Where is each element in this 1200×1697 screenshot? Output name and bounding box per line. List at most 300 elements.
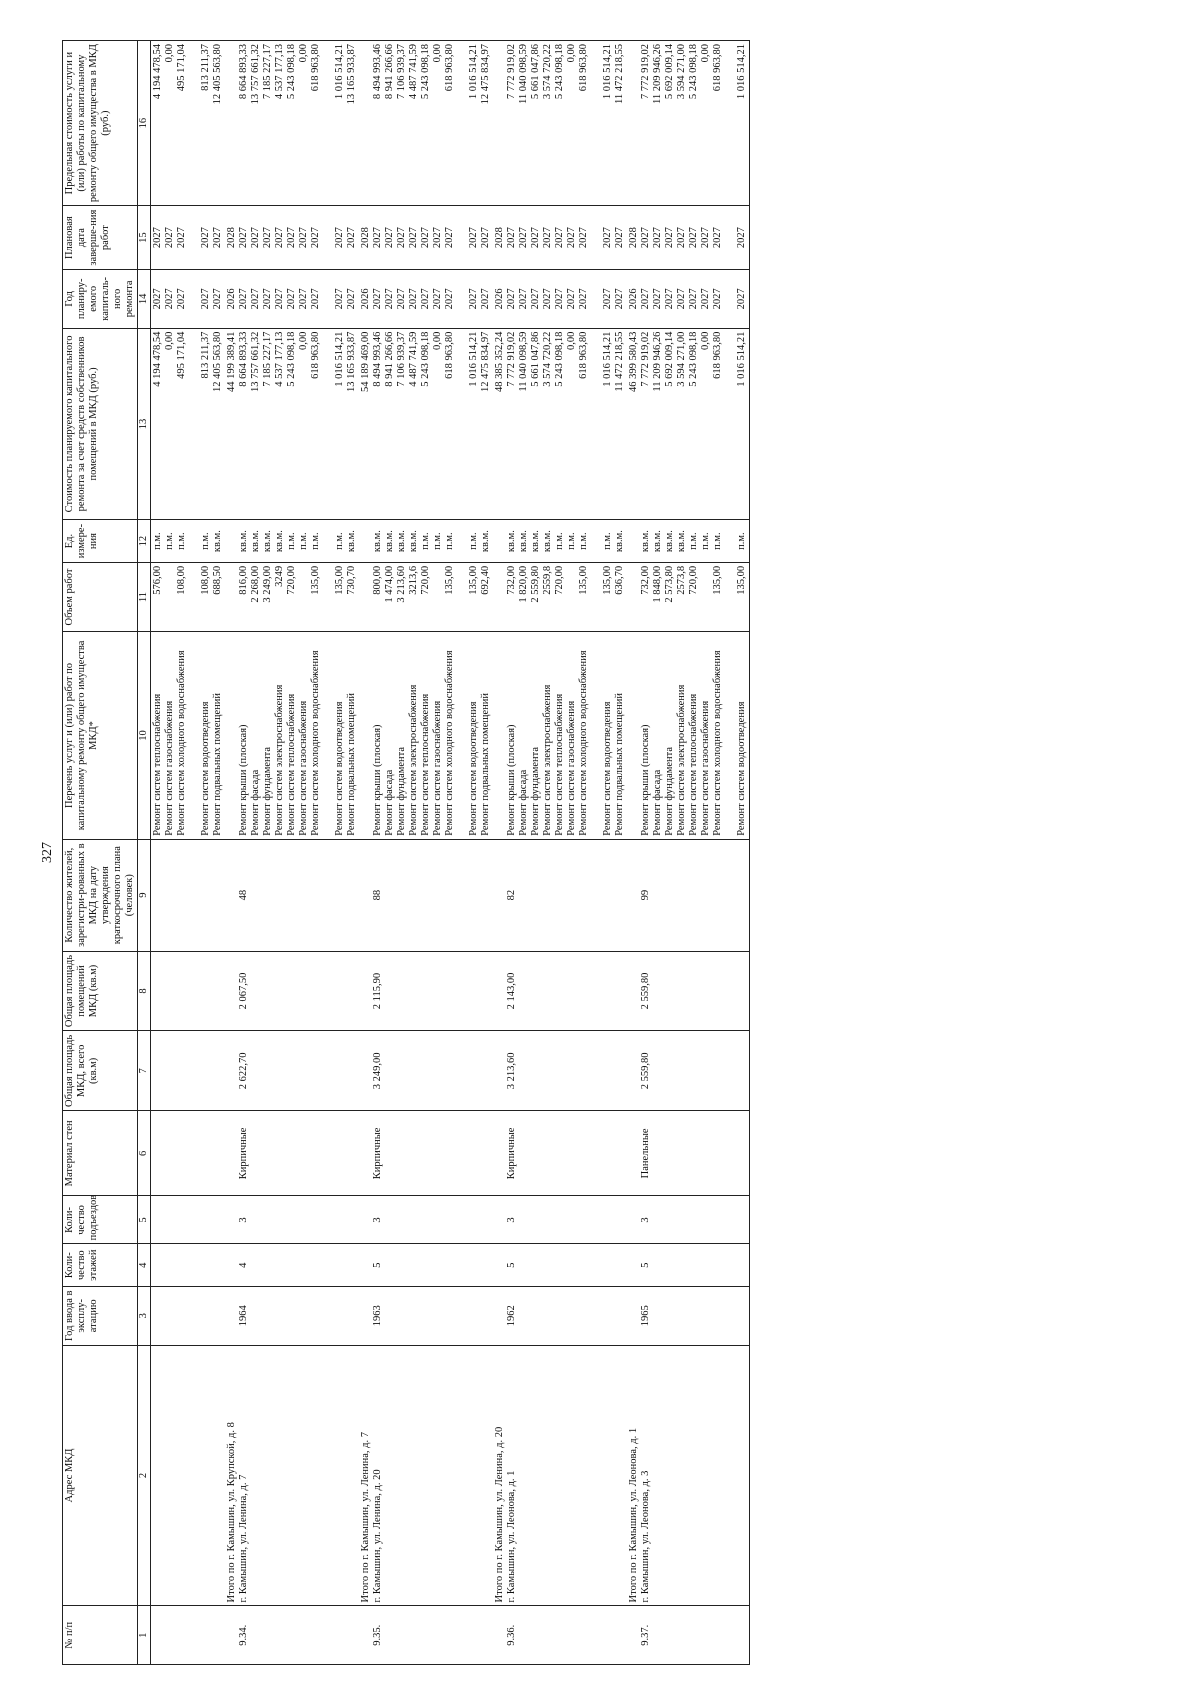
work-name: Ремонт систем электроснабжения xyxy=(542,684,553,836)
work-limit: 7 106 939,37 xyxy=(396,44,407,100)
attr-value: 5 xyxy=(640,1262,651,1268)
work-unit: п.м. xyxy=(736,532,747,550)
work-limit: 495 171,04 xyxy=(176,44,187,92)
total-label: Итого по г. Камышин, ул. Ленина, д. 7 xyxy=(360,1431,371,1603)
work-name: Ремонт фундамента xyxy=(262,746,273,836)
work-limit-cell xyxy=(359,41,493,206)
attr-value: 99 xyxy=(640,889,651,901)
work-volume: 1 820,00 xyxy=(518,565,529,603)
work-cost: 5 243 098,18 xyxy=(420,331,431,387)
spacer xyxy=(494,843,506,948)
work-year: 2027 xyxy=(530,288,541,310)
work-limit: 4 194 478,54 xyxy=(152,44,163,100)
total-date: 2028 xyxy=(360,227,371,249)
work-name: Ремонт крыши (плоская) xyxy=(238,724,249,836)
work-volume: 108,00 xyxy=(176,565,187,595)
work-volume xyxy=(164,566,176,628)
work-cost: 8 941 266,66 xyxy=(384,331,395,387)
total-cost: 48 385 352,24 xyxy=(494,331,505,392)
work-year: 2027 xyxy=(346,288,357,310)
work-volume: 3 213,60 xyxy=(396,565,407,603)
address-cell xyxy=(493,1345,627,1606)
spacer xyxy=(226,1290,238,1342)
work-date: 2027 xyxy=(310,227,321,249)
work-volume: 135,00 xyxy=(712,565,723,595)
address-cell xyxy=(359,1345,493,1606)
work-cost: 1 016 514,21 xyxy=(468,331,479,387)
spacer xyxy=(494,1290,506,1342)
work-date: 2027 xyxy=(554,227,565,249)
work-year-cell xyxy=(359,270,493,329)
work-year: 2027 xyxy=(384,288,395,310)
work-date: 2027 xyxy=(578,227,589,249)
work-date: 2027 xyxy=(212,227,223,249)
header-cell: Год ввода в эксплу-атацию xyxy=(63,1286,138,1345)
work-date: 2027 xyxy=(530,227,541,249)
column-number: 5 xyxy=(138,1196,151,1244)
total-limit xyxy=(628,44,640,202)
work-date: 2027 xyxy=(408,227,419,249)
total-limit xyxy=(360,44,372,202)
work-year: 2027 xyxy=(712,288,723,310)
work-volume: 688,50 xyxy=(212,565,223,595)
work-volume: 108,00 xyxy=(200,565,211,595)
work-cost: 618 963,80 xyxy=(310,331,321,379)
work-date: 2027 xyxy=(432,227,443,249)
table-header xyxy=(63,41,151,1665)
work-cost: 8 494 993,46 xyxy=(372,331,383,387)
work-year: 2027 xyxy=(652,288,663,310)
attr-value: 2 067,50 xyxy=(238,972,249,1010)
spacer xyxy=(226,1247,238,1283)
work-name-cell xyxy=(151,632,226,840)
work-volume: 692,40 xyxy=(480,565,491,595)
work-name: Ремонт систем теплоснабжения xyxy=(152,693,163,836)
attr-residents xyxy=(493,839,627,951)
work-date: 2027 xyxy=(346,227,357,249)
work-volume: 636,70 xyxy=(614,565,625,595)
work-year: 2027 xyxy=(334,288,345,310)
header-cell: Год планиру-емого капиталь-ного ремонта xyxy=(63,270,138,329)
attr-value xyxy=(152,843,164,948)
table-row xyxy=(627,41,750,1665)
work-limit: 3 574 720,22 xyxy=(542,44,553,100)
work-unit-cell xyxy=(493,520,627,563)
page-number: 327 xyxy=(40,842,55,863)
work-unit: п.м. xyxy=(334,532,345,550)
work-limit: 0,00 xyxy=(566,44,577,63)
work-date: 2027 xyxy=(614,227,625,249)
work-limit: 618 963,80 xyxy=(712,44,723,92)
work-name: Ремонт систем теплоснабжения xyxy=(420,693,431,836)
work-name: Ремонт фундамента xyxy=(396,746,407,836)
header-cell: Адрес МКД xyxy=(63,1345,138,1606)
work-limit: 11 040 098,59 xyxy=(518,44,529,104)
work-cost: 7 772 919,02 xyxy=(640,331,651,387)
attr-value: 82 xyxy=(506,889,517,901)
attr-floors xyxy=(225,1244,359,1287)
work-date: 2027 xyxy=(176,227,187,249)
work-name: Ремонт фасада xyxy=(652,769,663,836)
work-date-cell xyxy=(151,206,226,270)
work-date-cell xyxy=(627,206,750,270)
work-date: 2027 xyxy=(152,227,163,249)
header-cell: Общая площадь МКД, всего (кв.м) xyxy=(63,1031,138,1111)
work-name: Ремонт фасада xyxy=(250,769,261,836)
row-number-cell xyxy=(627,1606,750,1665)
spacer xyxy=(628,1290,640,1342)
work-name: Ремонт систем газоснабжения xyxy=(298,700,309,836)
work-limit: 7 772 919,02 xyxy=(640,44,651,100)
work-date: 2027 xyxy=(298,227,309,249)
column-number: 4 xyxy=(138,1244,151,1287)
work-year-cell xyxy=(225,270,359,329)
work-cost-cell xyxy=(151,328,226,520)
work-unit: п.м. xyxy=(164,532,175,550)
header-cell: Ед. измере-ния xyxy=(63,520,138,563)
column-number: 14 xyxy=(138,270,151,329)
work-volume: 1 848,00 xyxy=(652,565,663,603)
work-limit-cell xyxy=(225,41,359,206)
work-unit: п.м. xyxy=(602,532,613,550)
work-limit: 5 243 098,18 xyxy=(286,44,297,100)
spacer xyxy=(360,635,372,836)
work-date: 2027 xyxy=(334,227,345,249)
work-unit: п.м. xyxy=(712,532,723,550)
attr-wall xyxy=(225,1111,359,1196)
column-number: 3 xyxy=(138,1286,151,1345)
work-date: 2027 xyxy=(480,227,491,249)
work-unit: кв.м. xyxy=(676,530,687,553)
work-cost: 7 772 919,02 xyxy=(506,331,517,387)
work-year: 2027 xyxy=(298,288,309,310)
table-row xyxy=(493,41,627,1665)
attr-value: 3 249,00 xyxy=(372,1052,383,1090)
work-unit: кв.м. xyxy=(238,530,249,553)
attr-wall xyxy=(627,1111,750,1196)
spacer xyxy=(226,1199,238,1240)
work-unit: кв.м. xyxy=(408,530,419,553)
work-year: 2027 xyxy=(700,288,711,310)
work-year: 2027 xyxy=(238,288,249,310)
spacer xyxy=(628,566,640,628)
spacer xyxy=(360,1034,372,1107)
work-volume: 720,00 xyxy=(554,565,565,595)
work-year: 2027 xyxy=(274,288,285,310)
work-volume: 576,00 xyxy=(152,565,163,595)
work-volume: 135,00 xyxy=(334,565,345,595)
attr-value: 5 xyxy=(372,1262,383,1268)
work-limit: 618 963,80 xyxy=(310,44,321,92)
work-volume: 720,00 xyxy=(420,565,431,595)
work-unit: п.м. xyxy=(554,532,565,550)
attr-area-total xyxy=(627,1031,750,1111)
work-year: 2027 xyxy=(310,288,321,310)
work-name: Ремонт крыши (плоская) xyxy=(372,724,383,836)
work-limit: 1 016 514,21 xyxy=(736,44,747,100)
attr-value: 4 xyxy=(238,1262,249,1268)
work-year: 2027 xyxy=(518,288,529,310)
work-name: Ремонт систем холодного водоснабжения xyxy=(578,650,589,836)
attr-entrances xyxy=(493,1196,627,1244)
work-cost: 13 165 933,87 xyxy=(346,331,357,392)
work-volume xyxy=(700,566,712,628)
attr-area-rooms xyxy=(151,951,226,1031)
work-date: 2027 xyxy=(736,227,747,249)
attr-residents xyxy=(627,839,750,951)
total-limit xyxy=(226,44,238,202)
work-year: 2027 xyxy=(468,288,479,310)
column-number: 1 xyxy=(138,1606,151,1665)
work-name: Ремонт систем газоснабжения xyxy=(432,700,443,836)
total-year: 2026 xyxy=(226,288,237,310)
work-volume: 3213,6 xyxy=(408,565,419,595)
work-name: Ремонт систем теплоснабжения xyxy=(554,693,565,836)
work-cost: 5 692 009,14 xyxy=(664,331,675,387)
work-unit: п.м. xyxy=(176,532,187,550)
spacer xyxy=(628,1247,640,1283)
work-limit: 3 594 271,00 xyxy=(676,44,687,100)
work-date-cell xyxy=(225,206,359,270)
work-unit: кв.м. xyxy=(506,530,517,553)
spacer xyxy=(628,523,640,559)
work-year: 2027 xyxy=(506,288,517,310)
work-cost: 813 211,37 xyxy=(200,331,211,379)
work-date: 2027 xyxy=(518,227,529,249)
work-cost: 618 963,80 xyxy=(712,331,723,379)
column-number: 2 xyxy=(138,1345,151,1606)
column-number: 7 xyxy=(138,1031,151,1111)
attr-value: 3 xyxy=(372,1217,383,1223)
work-name: Ремонт систем теплоснабжения xyxy=(688,693,699,836)
work-name: Ремонт подвальных помещений xyxy=(346,693,357,836)
rotated-page xyxy=(38,40,1178,1665)
work-year-cell xyxy=(151,270,226,329)
work-volume-cell xyxy=(151,562,226,631)
work-volume xyxy=(432,566,444,628)
work-date: 2027 xyxy=(238,227,249,249)
work-date: 2027 xyxy=(676,227,687,249)
spacer xyxy=(628,635,640,836)
address: г. Камышин, ул. Леонова, д. 3 xyxy=(640,1470,651,1603)
spacer xyxy=(360,843,372,948)
work-year: 2027 xyxy=(542,288,553,310)
work-year: 2027 xyxy=(566,288,577,310)
spacer xyxy=(628,843,640,948)
work-unit: кв.м. xyxy=(614,530,625,553)
work-name: Ремонт систем холодного водоснабжения xyxy=(176,650,187,836)
attr-area-total xyxy=(359,1031,493,1111)
table-row xyxy=(359,41,493,1665)
work-year: 2027 xyxy=(602,288,613,310)
attr-year xyxy=(359,1286,493,1345)
work-date: 2027 xyxy=(664,227,675,249)
work-limit-cell xyxy=(627,41,750,206)
work-year: 2027 xyxy=(688,288,699,310)
attr-area-rooms xyxy=(627,951,750,1031)
work-date: 2027 xyxy=(688,227,699,249)
spacer xyxy=(360,1199,372,1240)
work-limit: 0,00 xyxy=(432,44,443,63)
work-date-cell xyxy=(359,206,493,270)
work-volume: 2 268,00 xyxy=(250,565,261,603)
attr-value: Панельные xyxy=(640,1128,651,1179)
work-limit: 11 472 218,55 xyxy=(614,44,625,104)
work-cost-cell xyxy=(627,328,750,520)
work-volume: 730,70 xyxy=(346,565,357,595)
work-unit: п.м. xyxy=(286,532,297,550)
work-volume: 816,00 xyxy=(238,565,249,595)
work-cost: 12 405 563,80 xyxy=(212,331,223,392)
attr-value: 1964 xyxy=(238,1305,249,1327)
header-cell: Количество жителей, зарегистри-рованных в МКД на дату утверждения краткосрочного плана (человек) xyxy=(63,839,138,951)
column-number: 10 xyxy=(138,632,151,840)
work-name: Ремонт систем водоотведения xyxy=(334,701,345,836)
attr-wall xyxy=(493,1111,627,1196)
work-date: 2027 xyxy=(542,227,553,249)
work-unit: п.м. xyxy=(432,532,443,550)
work-year: 2027 xyxy=(664,288,675,310)
work-cost: 3 574 720,22 xyxy=(542,331,553,387)
table-row xyxy=(225,41,359,1665)
spacer xyxy=(494,1609,506,1661)
work-unit: п.м. xyxy=(468,532,479,550)
work-year: 2027 xyxy=(640,288,651,310)
work-name: Ремонт фундамента xyxy=(530,746,541,836)
attr-area-total xyxy=(493,1031,627,1111)
attr-value: 2 115,90 xyxy=(372,972,383,1010)
work-limit: 1 016 514,21 xyxy=(468,44,479,100)
work-volume: 732,00 xyxy=(506,565,517,595)
attr-value: 2 559,80 xyxy=(640,972,651,1010)
work-unit: кв.м. xyxy=(542,530,553,553)
header-cell: Общая площадь помещений МКД (кв.м) xyxy=(63,951,138,1031)
work-limit: 13 165 933,87 xyxy=(346,44,357,105)
work-date: 2027 xyxy=(420,227,431,249)
work-volume: 720,00 xyxy=(688,565,699,595)
work-date: 2027 xyxy=(396,227,407,249)
work-unit: п.м. xyxy=(444,532,455,550)
work-unit-cell xyxy=(359,520,493,563)
attr-value xyxy=(152,1199,164,1240)
work-unit: п.м. xyxy=(688,532,699,550)
work-cost-cell xyxy=(493,328,627,520)
header-cell: Перечень услуг и (или) работ по капитальному ремонту общего имущества МКД* xyxy=(63,632,138,840)
work-date: 2027 xyxy=(286,227,297,249)
work-limit: 5 661 047,86 xyxy=(530,44,541,100)
work-date: 2027 xyxy=(250,227,261,249)
work-cost: 1 016 514,21 xyxy=(602,331,613,387)
work-limit: 7 185 227,17 xyxy=(262,44,273,100)
spacer xyxy=(226,566,238,628)
attr-value: Кирпичные xyxy=(372,1127,383,1180)
work-year-cell xyxy=(627,270,750,329)
work-unit: кв.м. xyxy=(530,530,541,553)
spacer xyxy=(226,635,238,836)
attr-year xyxy=(151,1286,226,1345)
header-cell: Стоимость планируемого капитального ремонта за счет средств собственников помещений в МКД (руб.) xyxy=(63,328,138,520)
work-limit: 8 664 893,33 xyxy=(238,44,249,100)
work-cost: 7 185 227,17 xyxy=(262,331,273,387)
attr-entrances xyxy=(359,1196,493,1244)
work-cost: 8 664 893,33 xyxy=(238,331,249,387)
work-date: 2027 xyxy=(262,227,273,249)
work-name: Ремонт подвальных помещений xyxy=(480,693,491,836)
spacer xyxy=(494,566,506,628)
attr-value: 48 xyxy=(238,889,249,901)
work-volume xyxy=(566,566,578,628)
attr-value: 5 xyxy=(506,1262,517,1268)
column-number: 12 xyxy=(138,520,151,563)
work-cost: 495 171,04 xyxy=(176,331,187,379)
work-name: Ремонт фасада xyxy=(384,769,395,836)
work-unit: кв.м. xyxy=(518,530,529,553)
work-cost: 4 194 478,54 xyxy=(152,331,163,387)
attr-value: 2 622,70 xyxy=(238,1052,249,1090)
work-limit-cell xyxy=(493,41,627,206)
work-unit-cell xyxy=(151,520,226,563)
work-date-cell xyxy=(493,206,627,270)
spacer xyxy=(494,1114,506,1192)
attr-value xyxy=(152,1114,164,1192)
spacer xyxy=(494,1199,506,1240)
work-unit: кв.м. xyxy=(346,530,357,553)
work-name-cell xyxy=(627,632,750,840)
work-cost: 0,00 xyxy=(566,331,577,350)
header-row xyxy=(63,41,138,1665)
spacer xyxy=(226,1034,238,1107)
total-date: 2028 xyxy=(628,227,639,249)
attr-floors xyxy=(493,1244,627,1287)
row-number xyxy=(152,1609,164,1661)
total-label: Итого по г. Камышин, ул. Ленина, д. 20 xyxy=(494,1426,505,1603)
work-year: 2027 xyxy=(432,288,443,310)
attr-value: 3 213,60 xyxy=(506,1052,517,1090)
work-limit: 13 757 661,32 xyxy=(250,44,261,105)
total-cost: 44 199 389,41 xyxy=(226,331,237,392)
work-date: 2027 xyxy=(700,227,711,249)
work-unit: п.м. xyxy=(200,532,211,550)
work-volume-cell xyxy=(627,562,750,631)
work-unit: п.м. xyxy=(700,532,711,550)
work-year: 2027 xyxy=(554,288,565,310)
work-limit: 618 963,80 xyxy=(578,44,589,92)
work-name: Ремонт систем электроснабжения xyxy=(676,684,687,836)
work-name-cell xyxy=(359,632,493,840)
work-limit: 5 692 009,14 xyxy=(664,44,675,100)
attr-value: Кирпичные xyxy=(506,1127,517,1180)
work-volume: 1 474,00 xyxy=(384,565,395,603)
work-year: 2027 xyxy=(736,288,747,310)
work-limit: 0,00 xyxy=(298,44,309,63)
work-name-cell xyxy=(493,632,627,840)
work-name: Ремонт систем водоотведения xyxy=(602,701,613,836)
address: г. Камышин, ул. Леонова, д. 1 xyxy=(506,1470,517,1603)
attr-area-total xyxy=(225,1031,359,1111)
work-limit: 4 487 741,59 xyxy=(408,44,419,100)
total-year: 2026 xyxy=(494,288,505,310)
work-cost: 5 243 098,18 xyxy=(554,331,565,387)
work-cost: 12 475 834,97 xyxy=(480,331,491,392)
total-year: 2026 xyxy=(628,288,639,310)
total-date: 2028 xyxy=(226,227,237,249)
column-number: 8 xyxy=(138,951,151,1031)
row-number-cell xyxy=(151,1606,226,1665)
total-label: Итого по г. Камышин, ул. Крупской, д. 8 xyxy=(226,1422,237,1603)
work-volume-cell xyxy=(225,562,359,631)
work-volume: 3 249,00 xyxy=(262,565,273,603)
work-cost: 1 016 514,21 xyxy=(736,331,747,387)
